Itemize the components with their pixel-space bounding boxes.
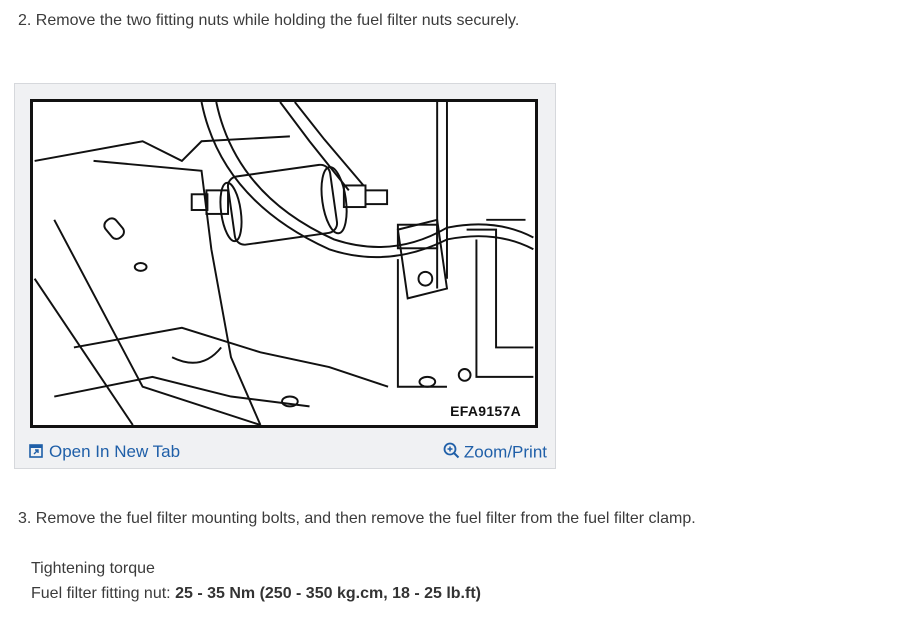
step-3-text: 3. Remove the fuel filter mounting bolts, and then remove the fuel filter from the fuel filter clamp. [18, 510, 696, 527]
torque-item-value: 25 - 35 Nm (250 - 350 kg.cm, 18 - 25 lb.ft) [175, 585, 481, 602]
fuel-filter-diagram[interactable] [30, 99, 538, 428]
torque-spec-line [31, 585, 481, 603]
open-in-new-tab-label: Open In New Tab [49, 442, 181, 461]
zoom-print-label: Zoom/Print [463, 442, 547, 462]
open-new-tab-icon [29, 443, 43, 463]
figure-card [14, 83, 556, 469]
torque-heading: Tightening torque [31, 560, 155, 577]
fuel-filter-illustration [33, 102, 535, 425]
figure-toolbar [15, 436, 555, 468]
zoom-in-icon [443, 442, 460, 464]
torque-item-label: Fuel filter fitting nut: [31, 585, 171, 602]
zoom-print-link[interactable] [443, 442, 547, 464]
step-2-text: 2. Remove the two fitting nuts while holding the fuel filter nuts securely. [18, 12, 520, 29]
open-in-new-tab-link[interactable] [29, 442, 180, 463]
figure-code: EFA9157A [450, 403, 521, 419]
